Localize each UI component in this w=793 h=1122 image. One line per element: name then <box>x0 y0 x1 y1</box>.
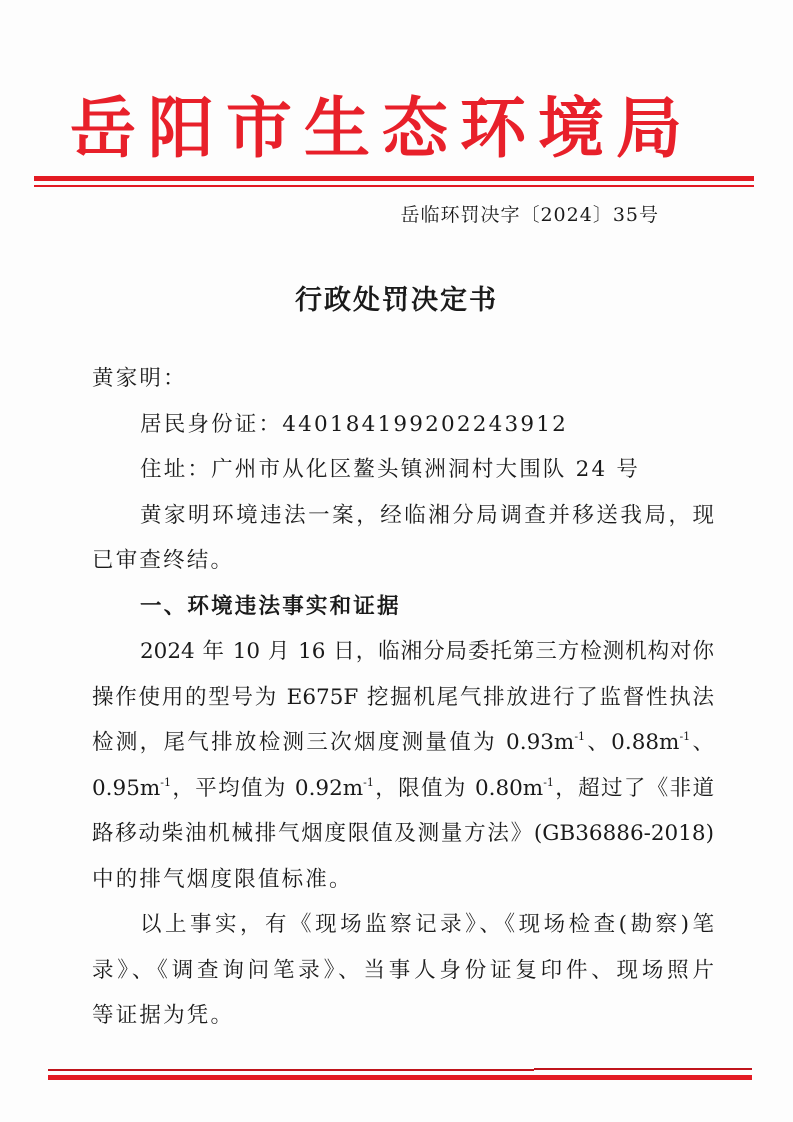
header-thick-rule <box>34 176 754 181</box>
text-segment: 操作使用的型号为 E675F 挖掘机尾气排放进行了监督性执法 <box>92 684 714 710</box>
body-text-line <box>92 816 714 862</box>
text-segment: 中的排气烟度限值标准。 <box>92 866 353 892</box>
text-segment: 一、环境违法事实和证据 <box>140 593 401 619</box>
body-text-line <box>92 953 714 999</box>
text-segment: 居民身份证：440184199202243912 <box>140 411 569 437</box>
text-segment: 2024 年 10 月 16 日，临湘分局委托第三方检测机构对你 <box>140 639 714 664</box>
text-segment: 已审查终结。 <box>92 548 235 573</box>
unit-exponent: -1 <box>363 775 374 789</box>
text-segment: ，限值为 0.80m <box>373 775 544 801</box>
text-segment: 路移动柴油机械排气烟度限值及测量方法》(GB36886-2018) <box>92 821 714 846</box>
text-segment: 住址：广州市从化区鳌头镇洲洞村大围队 24 号 <box>140 457 641 482</box>
document-body <box>92 361 714 1044</box>
text-segment: 0.95m <box>92 775 161 801</box>
text-segment: 黄家明： <box>92 366 187 391</box>
body-text-line <box>92 725 714 771</box>
unit-exponent: -1 <box>543 775 554 789</box>
issuing-organization-letterhead: 岳阳市生态环境局 <box>70 89 694 167</box>
body-text-line <box>92 862 714 908</box>
footer-thin-rule <box>48 1069 534 1071</box>
text-segment: ，超过了《非道 <box>553 775 715 801</box>
footer-thick-rule <box>48 1075 752 1080</box>
document-title: 行政处罚决定书 <box>295 285 498 316</box>
header-thin-rule <box>34 185 754 187</box>
text-segment: ，平均值为 0.92m <box>170 775 364 801</box>
body-text-line <box>92 680 714 726</box>
body-text-line <box>92 634 714 680</box>
text-segment: 等证据为凭。 <box>92 1003 235 1028</box>
body-text-line <box>92 361 714 407</box>
text-segment: 、0.88m <box>585 730 680 755</box>
text-segment: 黄家明环境违法一案，经临湘分局调查并移送我局，现 <box>140 502 714 528</box>
text-segment: 录》、《调查询问笔录》、当事人身份证复印件、现场照片 <box>92 957 714 983</box>
text-segment: 以上事实，有《现场监察记录》、《现场检查(勘察)笔 <box>140 912 714 937</box>
text-segment: 、 <box>690 730 714 755</box>
document-number: 岳临环罚决字〔2024〕35号 <box>400 204 659 226</box>
unit-exponent: -1 <box>160 775 171 789</box>
body-text-line <box>92 543 714 589</box>
body-text-line <box>92 771 714 817</box>
unit-exponent: -1 <box>574 730 586 743</box>
body-text-line <box>92 907 714 953</box>
body-text-line <box>92 407 714 453</box>
footer-thin-rule-right <box>534 1068 752 1070</box>
body-text-line <box>92 998 714 1044</box>
body-text-line <box>92 452 714 498</box>
unit-exponent: -1 <box>679 730 691 743</box>
body-text-line <box>92 498 714 544</box>
section-heading <box>92 589 714 635</box>
text-segment: 检测，尾气排放检测三次烟度测量值为 0.93m <box>92 730 575 755</box>
